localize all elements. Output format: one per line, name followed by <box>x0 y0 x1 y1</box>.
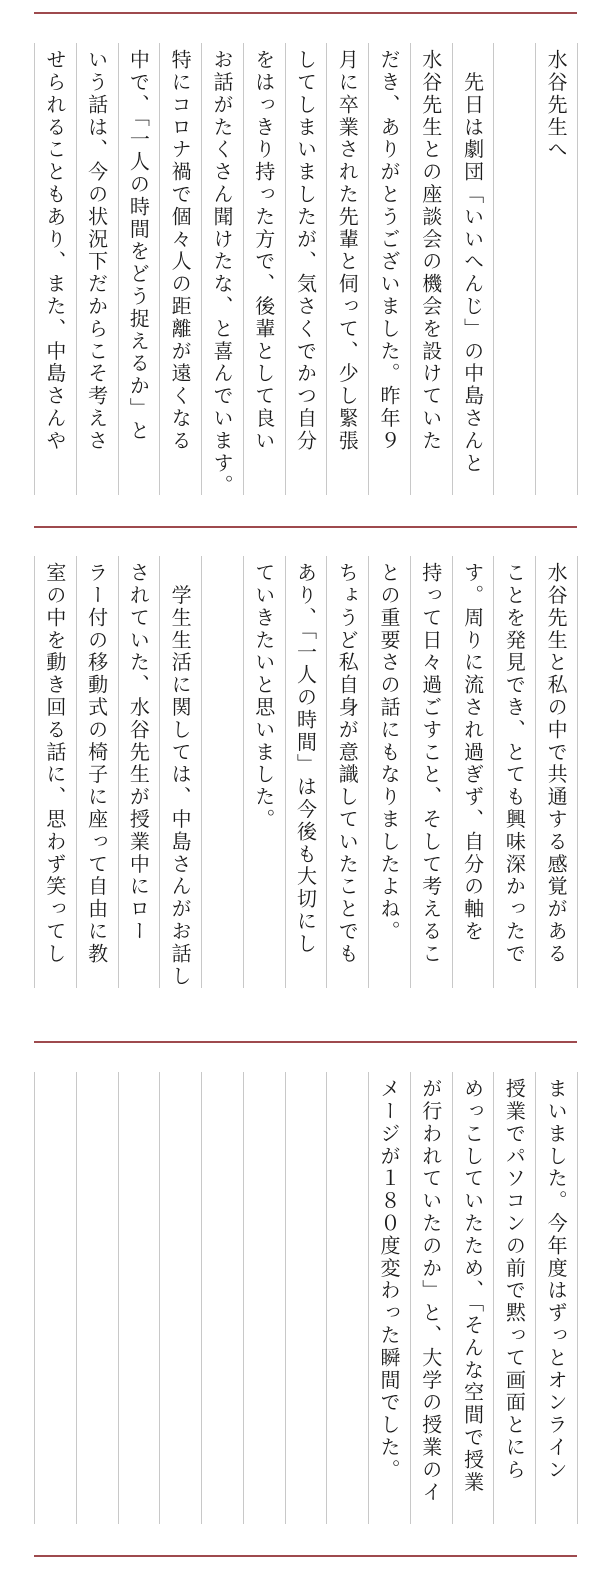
column-text: 室の中を動き回る話に、思わず笑ってし <box>42 562 67 966</box>
manuscript-column <box>201 43 243 495</box>
column-rule-line <box>577 556 578 988</box>
column-text: だき、ありがとうございました。昨年９ <box>377 49 402 453</box>
column-text: す。周りに流され過ぎず、自分の軸を <box>460 562 485 943</box>
column-text: あり、「一人の時間」は今後も大切にし <box>293 562 318 956</box>
manuscript-column <box>452 1072 494 1524</box>
column-text: をはっきり持った方で、後輩として良い <box>251 49 276 453</box>
column-text: メージが１８０度変わった瞬間でした。 <box>377 1078 402 1482</box>
column-text: ていきたいと思いました。 <box>251 562 276 831</box>
manuscript-section-1 <box>34 43 577 495</box>
bottom-rule <box>34 1555 577 1557</box>
manuscript-column <box>410 556 452 988</box>
column-text: 授業でパソコンの前で黙って画面とにら <box>502 1078 527 1482</box>
manuscript-column <box>118 43 160 495</box>
manuscript-column <box>368 1072 410 1524</box>
manuscript-column <box>535 556 577 988</box>
column-text: 水谷先生へ <box>544 49 569 161</box>
column-text: お話がたくさん聞けたな、と喜んでいます。 <box>209 49 234 497</box>
manuscript-column <box>326 556 368 988</box>
column-text: されていた、水谷先生が授業中にロー <box>126 562 151 943</box>
column-text: 学生生活に関しては、中島さんがお話し <box>168 562 193 988</box>
manuscript-column <box>159 556 201 988</box>
manuscript-column <box>493 1072 535 1524</box>
manuscript-column <box>285 1072 327 1524</box>
manuscript-column <box>159 43 201 495</box>
manuscript-column <box>493 556 535 988</box>
manuscript-column <box>159 1072 201 1524</box>
manuscript-column <box>285 556 327 988</box>
column-rule-line <box>577 1072 578 1524</box>
column-text: 水谷先生との座談会の機会を設けていた <box>418 49 443 453</box>
column-text: 中で、「一人の時間をどう捉えるか」と <box>126 49 151 443</box>
manuscript-column <box>326 43 368 495</box>
column-text: いう話は、今の状況下だからこそ考えさ <box>84 49 109 453</box>
manuscript-column <box>118 556 160 988</box>
column-text: ラー付の移動式の椅子に座って自由に教 <box>84 562 109 966</box>
column-text: してしまいましたが、気さくでかつ自分 <box>293 49 318 453</box>
manuscript-column <box>452 556 494 988</box>
manuscript-column <box>368 556 410 988</box>
column-text: めっこしていたため、「そんな空間で授業 <box>460 1078 485 1494</box>
manuscript-column <box>243 1072 285 1524</box>
top-rule <box>34 12 577 14</box>
manuscript-section-2 <box>34 556 577 988</box>
manuscript-column <box>410 43 452 495</box>
manuscript-column <box>76 1072 118 1524</box>
column-text: ちょうど私自身が意識していたことでも <box>335 562 360 966</box>
section-divider-1 <box>34 526 577 528</box>
column-text: まいました。今年度はずっとオンライン <box>544 1078 569 1482</box>
manuscript-column <box>34 43 76 495</box>
manuscript-column <box>34 1072 76 1524</box>
manuscript-column <box>452 43 494 495</box>
manuscript-column <box>410 1072 452 1524</box>
manuscript-column <box>201 1072 243 1524</box>
manuscript-column <box>326 1072 368 1524</box>
manuscript-section-3 <box>34 1072 577 1524</box>
manuscript-column <box>535 43 577 495</box>
manuscript-column <box>243 43 285 495</box>
manuscript-column <box>368 43 410 495</box>
column-rule-line <box>577 43 578 495</box>
manuscript-column <box>34 556 76 988</box>
manuscript-column <box>76 556 118 988</box>
column-text: 持って日々過ごすこと、そして考えるこ <box>418 562 443 966</box>
column-text: 先日は劇団「いいへんじ」の中島さんと <box>460 49 485 475</box>
column-text: 水谷先生と私の中で共通する感覚がある <box>544 562 569 966</box>
column-text: 月に卒業された先輩と伺って、少し緊張 <box>335 49 360 453</box>
column-text: との重要さの話にもなりましたよね。 <box>377 562 402 943</box>
section-divider-2 <box>34 1041 577 1043</box>
manuscript-column <box>118 1072 160 1524</box>
manuscript-column <box>285 43 327 495</box>
manuscript-column <box>201 556 243 988</box>
column-text: ことを発見でき、とても興味深かったで <box>502 562 527 966</box>
column-text: が行われていたのか」と、大学の授業のイ <box>418 1078 443 1504</box>
manuscript-column <box>76 43 118 495</box>
manuscript-column <box>493 43 535 495</box>
manuscript-column <box>535 1072 577 1524</box>
column-text: せられることもあり、また、中島さんや <box>42 49 67 453</box>
manuscript-column <box>243 556 285 988</box>
column-text: 特にコロナ禍で個々人の距離が遠くなる <box>168 49 193 453</box>
